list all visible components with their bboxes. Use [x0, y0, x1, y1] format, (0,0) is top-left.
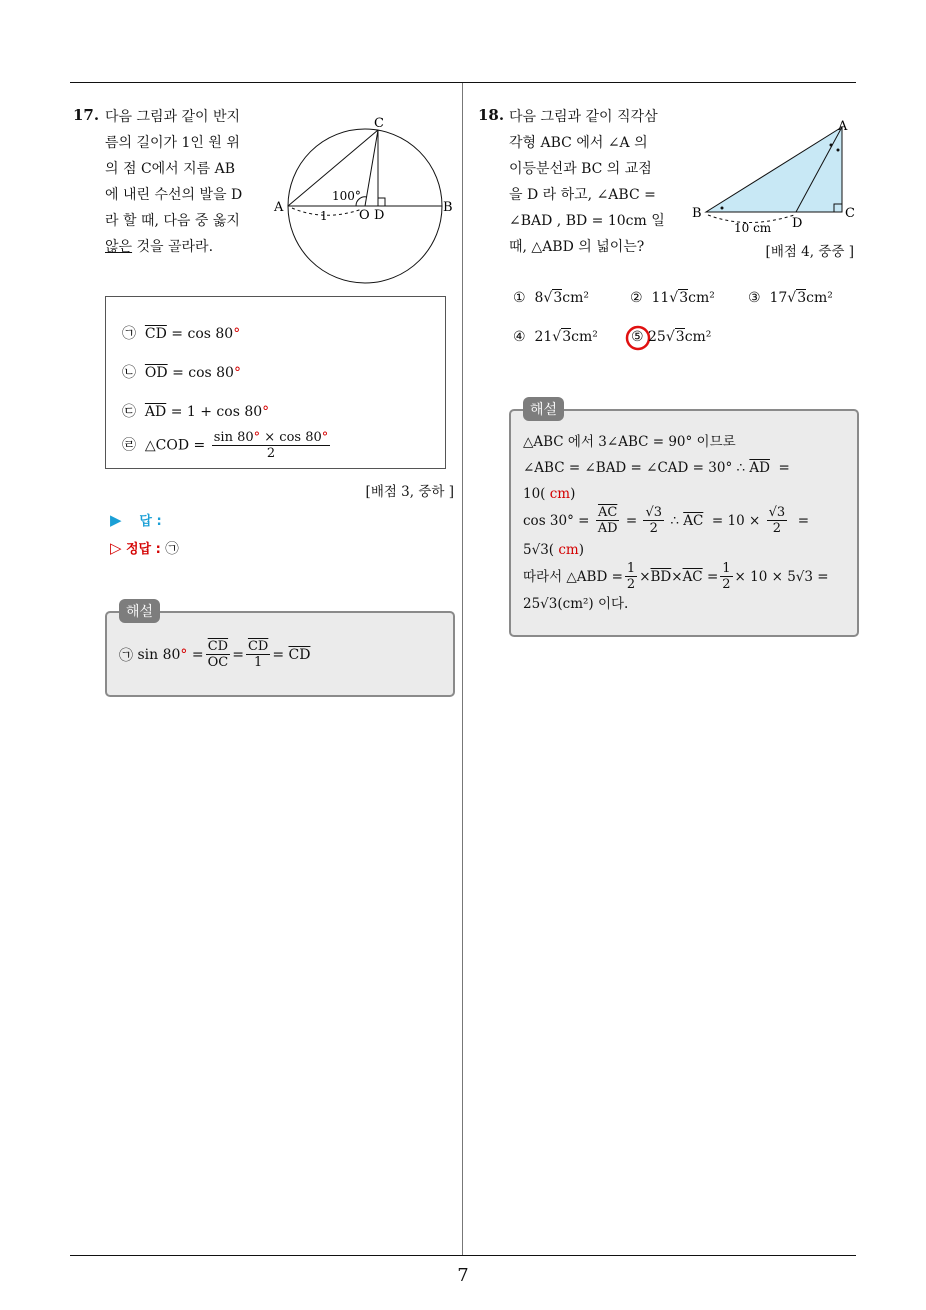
ex-marker: ㉠ — [119, 647, 133, 664]
degree-mark: ° — [321, 430, 329, 445]
q17-option-3 — [122, 401, 269, 421]
ex-line-1: △ABC 에서 3∠ABC = 90° 이므로 — [523, 434, 736, 450]
q17-line: 의 점 C에서 지름 AB — [105, 161, 236, 177]
ex6-ac: $\overline{AC}$ — [682, 568, 703, 585]
q17-option-4 — [122, 430, 332, 461]
q18-explanation-tag: 해설 — [523, 397, 564, 421]
option-rad: 3 — [553, 290, 563, 306]
degree-mark: ° — [233, 326, 241, 342]
ex-line-7: 25√3(cm²) 이다. — [523, 596, 629, 612]
fraction-num-a: sin 80 — [213, 430, 254, 445]
ex-frac-1 — [206, 639, 231, 670]
ex4-therefore: ∴ — [670, 512, 679, 529]
angle-dot-a2 — [837, 149, 840, 152]
label-b: B — [692, 206, 702, 221]
q18-triangle-figure — [688, 112, 858, 237]
frac-den: 2 — [626, 577, 636, 592]
option-fraction — [212, 430, 331, 461]
triangle-outline-icon: ▷ — [110, 539, 122, 557]
option-marker: ② — [630, 290, 643, 306]
ex4-a: cos 30° = — [523, 512, 590, 529]
q17-answer-row — [110, 510, 162, 529]
label-radius: 1 — [320, 209, 328, 223]
q17-explanation-body: ㉠ sin 80 ° = $\frac{\overline{CD}}{OC}$ = $\frac{\overline{CD}}{1}$ = $\overline{CD}$ — [119, 639, 311, 670]
option-rad: 3 — [562, 329, 572, 345]
frac-den: OC — [207, 655, 229, 670]
ex-line-3 — [523, 481, 575, 507]
label-c: C — [374, 116, 384, 131]
label-angle: 100° — [332, 189, 361, 203]
degree-mark: ° — [262, 404, 270, 420]
ex6-e: × 10 × 5√3 = — [734, 568, 829, 585]
q17-line: 다음 그림과 같이 반지 — [105, 109, 241, 125]
right-angle-mark — [378, 198, 385, 206]
q17-options-box — [105, 296, 446, 469]
q17-line: 에 내린 수선의 발을 D — [105, 187, 243, 203]
q17-line-rest: 것을 골라라. — [132, 239, 214, 255]
option-unit: cm² — [688, 290, 715, 306]
option-unit: cm² — [806, 290, 833, 306]
ex-line-5 — [523, 537, 584, 563]
frac-den: 2 — [649, 521, 658, 536]
option-unit: cm² — [571, 329, 598, 345]
ex-result: $\overline{CD}$ — [288, 646, 311, 663]
option-rhs: = cos 80 — [172, 365, 234, 381]
option-rad: 3 — [675, 329, 685, 345]
q17-underlined-word: 않은 — [105, 239, 133, 255]
q18-text — [509, 104, 681, 260]
ex4-frac-2 — [643, 505, 664, 536]
q18-number: 18. — [478, 106, 505, 124]
option-marker: ㉡ — [122, 365, 136, 381]
option-coef: 25 — [648, 329, 666, 345]
ex-line-4: cos 30° = $\frac{\overline{AC}}{AD}$ = $\frac{√3}{2}$ ∴ $\overline{AC}$ = 10 × $\frac{√3}{2}$ = — [523, 505, 810, 536]
q17-line: 름의 길이가 1인 원 위 — [105, 135, 240, 151]
q17-score: [배점 3, 중하 ] — [365, 484, 454, 500]
option-rad: 3 — [679, 290, 689, 306]
option-marker: ① — [513, 290, 526, 306]
option-marker: ㉣ — [122, 437, 136, 454]
q17-option-2 — [122, 362, 241, 382]
label-a: A — [838, 119, 848, 134]
q18-explanation-box — [509, 409, 859, 637]
frac-den: 1 — [253, 655, 263, 670]
option-unit: cm² — [684, 329, 712, 345]
option-rhs: = 1 + cos 80 — [170, 404, 263, 420]
frac-num: 1 — [626, 561, 636, 576]
top-rule — [70, 82, 856, 83]
option-coef: 21 — [534, 329, 553, 345]
column-divider — [462, 83, 463, 1255]
ex3-a: 10( — [523, 486, 546, 502]
bottom-rule — [70, 1255, 856, 1256]
q18-score: [배점 4, 중중 ] — [765, 244, 854, 260]
frac-num: √3 — [645, 505, 663, 520]
q17-explanation-tag: 해설 — [119, 599, 160, 623]
option-marker: ㉠ — [122, 326, 136, 342]
ex4-frac-3 — [767, 505, 788, 536]
ex6-frac-2 — [720, 561, 732, 592]
segment-oc — [365, 130, 378, 206]
option-coef: 17 — [769, 290, 788, 306]
ex6-a: 따라서 △ABD = — [523, 568, 623, 585]
ex4-ac: $\overline{AC}$ — [683, 512, 704, 529]
ex5-a: 5√3( — [523, 542, 555, 558]
ex4-c: = 10 × — [711, 512, 761, 529]
ex-line-6 — [523, 561, 829, 592]
q17-correct-row — [110, 537, 179, 557]
frac-den: AD — [597, 521, 618, 536]
label-o: O — [359, 208, 370, 223]
q18-option-3: ③ 17√3cm² — [748, 290, 833, 306]
ex2-ad: $\overline{AD}$ — [749, 460, 770, 476]
option-marker: ㉢ — [122, 404, 136, 420]
label-length: 10 cm — [734, 221, 772, 235]
degree-mark: ° — [233, 365, 241, 381]
label-a: A — [274, 200, 284, 215]
option-marker: ⑤ — [631, 329, 644, 345]
frac-num: √3 — [768, 505, 786, 520]
ex3-unit: cm — [545, 486, 571, 502]
q18-line: ∠BAD , BD = 10cm 일 — [509, 213, 665, 229]
label-b: B — [443, 200, 453, 215]
q18-option-5: ⑤ 25√3cm² — [631, 329, 712, 345]
degree-mark: ° — [253, 430, 261, 445]
ex5-unit: cm — [554, 542, 579, 558]
ex-sin: sin 80 — [137, 646, 181, 663]
q18-line: 이등분선과 BC 의 교점 — [509, 161, 652, 177]
angle-dot-b — [721, 207, 724, 210]
q18-option-4: ④ 21√3cm² — [513, 329, 598, 345]
ex-line-2: ∠ABC = ∠BAD = ∠CAD = 30° ∴ $\overline{AD}$ = — [523, 460, 790, 476]
ex2-text: ∠ABC = ∠BAD = ∠CAD = 30° ∴ — [523, 460, 746, 476]
fraction-num-b: × cos 80 — [260, 430, 322, 445]
angle-dot-a1 — [830, 144, 833, 147]
ex6-bd: $\overline{BD}$ — [650, 568, 672, 585]
fraction-den: 2 — [266, 446, 276, 461]
option-unit: cm² — [562, 290, 589, 306]
frac-num: $\overline{CD}$ — [207, 639, 229, 654]
option-rhs: = cos 80 — [171, 326, 234, 342]
frac-num: $\overline{CD}$ — [247, 639, 269, 654]
q17-option-1 — [122, 323, 240, 343]
frac-den: 2 — [772, 521, 782, 536]
page-number: 7 — [457, 1265, 469, 1286]
option-lhs: △COD = — [144, 437, 206, 454]
q18-option-2: ② 11√3cm² — [630, 290, 715, 306]
ex4-frac-1 — [596, 505, 620, 536]
q17-number: 17. — [73, 106, 100, 124]
q17-line-last — [105, 234, 255, 260]
correct-label: 정답 : — [126, 542, 161, 557]
q17-text — [105, 104, 255, 260]
frac-num: $\overline{AC}$ — [597, 505, 618, 520]
option-rad: 3 — [797, 290, 807, 306]
ex5-b: ) — [578, 542, 584, 558]
option-coef: 8 — [534, 290, 544, 306]
label-d: D — [792, 216, 803, 231]
ex-frac-2 — [246, 639, 270, 670]
ex6-times: × — [639, 568, 651, 585]
q18-line: 다음 그림과 같이 직각삼 — [509, 109, 658, 125]
ex6-times: × — [671, 568, 683, 585]
label-c: C — [845, 206, 855, 221]
option-coef: 11 — [651, 290, 670, 306]
label-d: D — [374, 208, 385, 223]
option-lhs: $\overline{AD}$ — [144, 404, 167, 420]
q18-line: 때, △ABD 의 넓이는? — [509, 239, 645, 255]
frac-den: 2 — [722, 577, 731, 592]
option-marker: ③ — [748, 290, 761, 306]
option-marker: ④ — [513, 329, 526, 345]
q18-line: 각형 ABC 에서 ∠A 의 — [509, 135, 648, 151]
degree-mark: ° — [180, 646, 188, 663]
correct-value: ㉠ — [165, 541, 179, 557]
q17-circle-figure — [270, 110, 460, 290]
frac-num: 1 — [722, 561, 731, 576]
q17-explanation-box — [105, 611, 455, 697]
option-lhs: $\overline{CD}$ — [144, 326, 167, 342]
triangle-abc — [706, 127, 842, 212]
play-icon: ▶ — [110, 511, 122, 529]
q18-line: 을 D 라 하고, ∠ABC = — [509, 187, 656, 203]
answer-label: 답 : — [139, 514, 162, 529]
q18-option-1: ① 8√3cm² — [513, 290, 589, 306]
option-lhs: $\overline{OD}$ — [144, 365, 168, 381]
ex6-eq: = — [706, 568, 719, 585]
ex6-frac-1 — [625, 561, 637, 592]
ex3-b: ) — [570, 486, 576, 502]
q17-line: 라 할 때, 다음 중 옳지 — [105, 213, 240, 229]
